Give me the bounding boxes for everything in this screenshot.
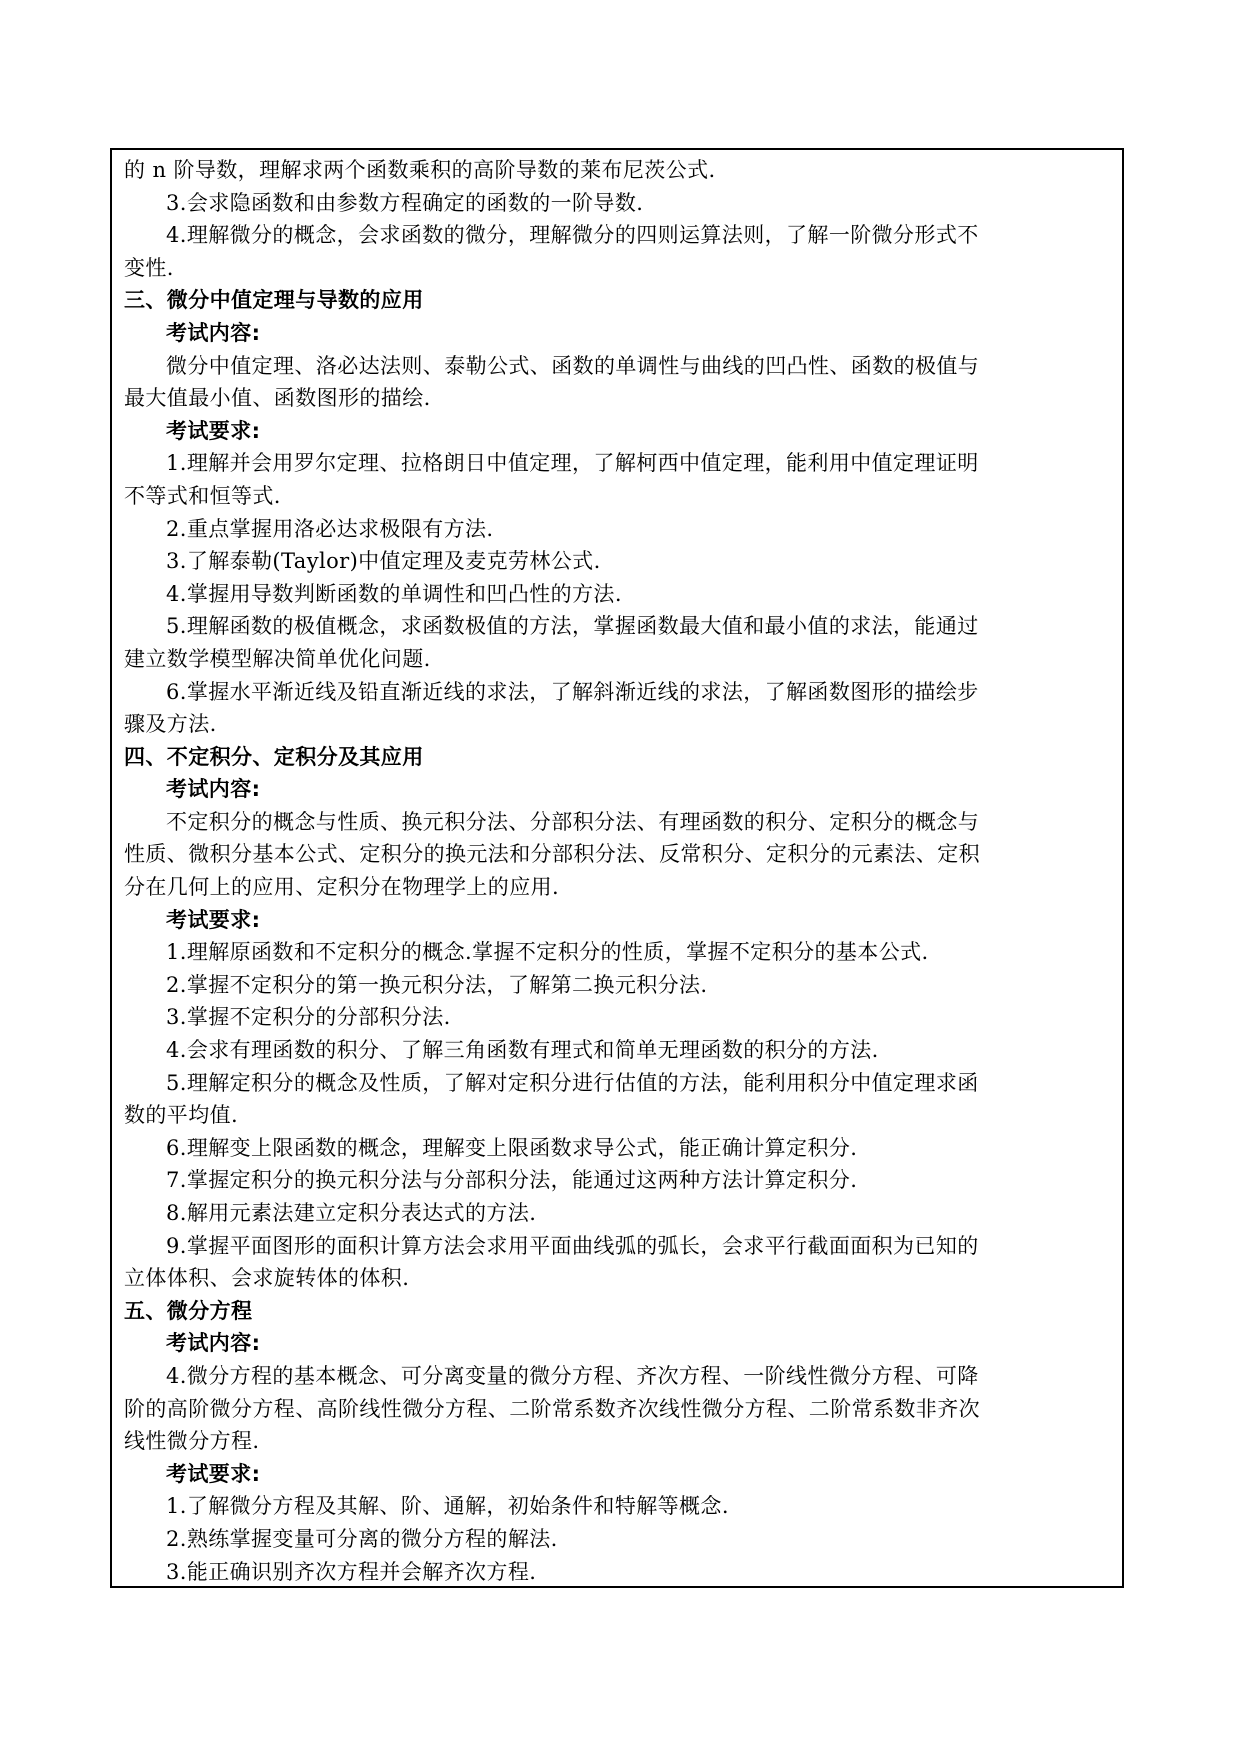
- text-line: 性质、微积分基本公式、定积分的换元法和分部积分法、反常积分、定积分的元素法、定积: [124, 842, 980, 867]
- list-item: 2.掌握不定积分的第一换元积分法，了解第二换元积分法.: [166, 972, 708, 997]
- list-item: 4.理解微分的概念，会求函数的微分，理解微分的四则运算法则，了解一阶微分形式不: [166, 223, 979, 248]
- list-item: 4.掌握用导数判断函数的单调性和凹凸性的方法.: [166, 581, 622, 606]
- list-item: 2.熟练掌握变量可分离的微分方程的解法.: [166, 1526, 558, 1551]
- text-line: 骤及方法.: [124, 712, 217, 737]
- list-item: 4.微分方程的基本概念、可分离变量的微分方程、齐次方程、一阶线性微分方程、可降: [166, 1363, 979, 1388]
- subsection-heading: 考试内容:: [166, 1331, 261, 1356]
- text-line: 线性微分方程.: [124, 1429, 260, 1454]
- section-heading: 五、微分方程: [124, 1298, 253, 1323]
- subsection-heading: 考试要求:: [166, 1461, 261, 1486]
- list-item: 3.了解泰勒(Taylor)中值定理及麦克劳林公式.: [166, 549, 601, 574]
- subsection-heading: 考试要求:: [166, 418, 261, 443]
- list-item: 1.了解微分方程及其解、阶、通解，初始条件和特解等概念.: [166, 1494, 729, 1519]
- document-frame: [110, 148, 1124, 1588]
- text-line: 变性.: [124, 255, 174, 280]
- list-item: 1.理解并会用罗尔定理、拉格朗日中值定理，了解柯西中值定理，能利用中值定理证明: [166, 451, 979, 476]
- list-item: 3.会求隐函数和由参数方程确定的函数的一阶导数.: [166, 190, 644, 215]
- list-item: 5.理解函数的极值概念，求函数极值的方法，掌握函数最大值和最小值的求法，能通过: [166, 614, 979, 639]
- subsection-heading: 考试内容:: [166, 777, 261, 802]
- text-line: 立体体积、会求旋转体的体积.: [124, 1266, 410, 1291]
- text-line: 不等式和恒等式.: [124, 483, 281, 508]
- text-line: 阶的高阶微分方程、高阶线性微分方程、二阶常系数齐次线性微分方程、二阶常系数非齐次: [124, 1396, 980, 1421]
- list-item: 8.解用元素法建立定积分表达式的方法.: [166, 1201, 537, 1225]
- list-item: 3.能正确识别齐次方程并会解齐次方程.: [166, 1559, 537, 1584]
- text-line: 的 n 阶导数，理解求两个函数乘积的高阶导数的莱布尼茨公式.: [124, 158, 716, 182]
- list-item: 3.掌握不定积分的分部积分法.: [166, 1005, 451, 1030]
- list-item: 不定积分的概念与性质、换元积分法、分部积分法、有理函数的积分、定积分的概念与: [166, 809, 980, 834]
- list-item: 6.理解变上限函数的概念，理解变上限函数求导公式，能正确计算定积分.: [166, 1135, 858, 1160]
- list-item: 6.掌握水平渐近线及铅直渐近线的求法，了解斜渐近线的求法，了解函数图形的描绘步: [166, 679, 979, 704]
- list-item: 7.掌握定积分的换元积分法与分部积分法，能通过这两种方法计算定积分.: [166, 1168, 858, 1193]
- list-item: 4.会求有理函数的积分、了解三角函数有理式和简单无理函数的积分的方法.: [166, 1038, 879, 1063]
- text-line: 建立数学模型解决简单优化问题.: [124, 646, 431, 671]
- list-item: 5.理解定积分的概念及性质，了解对定积分进行估值的方法，能利用积分中值定理求函: [166, 1070, 979, 1095]
- section-heading: 三、微分中值定理与导数的应用: [124, 288, 424, 313]
- text-line: 数的平均值.: [124, 1103, 239, 1128]
- text-line: 最大值最小值、函数图形的描绘.: [124, 386, 431, 411]
- list-item: 2.重点掌握用洛必达求极限有方法.: [166, 516, 494, 541]
- subsection-heading: 考试内容:: [166, 320, 261, 345]
- list-item: 1.理解原函数和不定积分的概念.掌握不定积分的性质，掌握不定积分的基本公式.: [166, 940, 929, 965]
- subsection-heading: 考试要求:: [166, 907, 261, 932]
- list-item: 9.掌握平面图形的面积计算方法会求用平面曲线弧的弧长，会求平行截面面积为已知的: [166, 1233, 979, 1258]
- section-heading: 四、不定积分、定积分及其应用: [124, 744, 424, 769]
- text-line: 分在几何上的应用、定积分在物理学上的应用.: [124, 875, 560, 900]
- list-item: 微分中值定理、洛必达法则、泰勒公式、函数的单调性与曲线的凹凸性、函数的极值与: [166, 353, 980, 378]
